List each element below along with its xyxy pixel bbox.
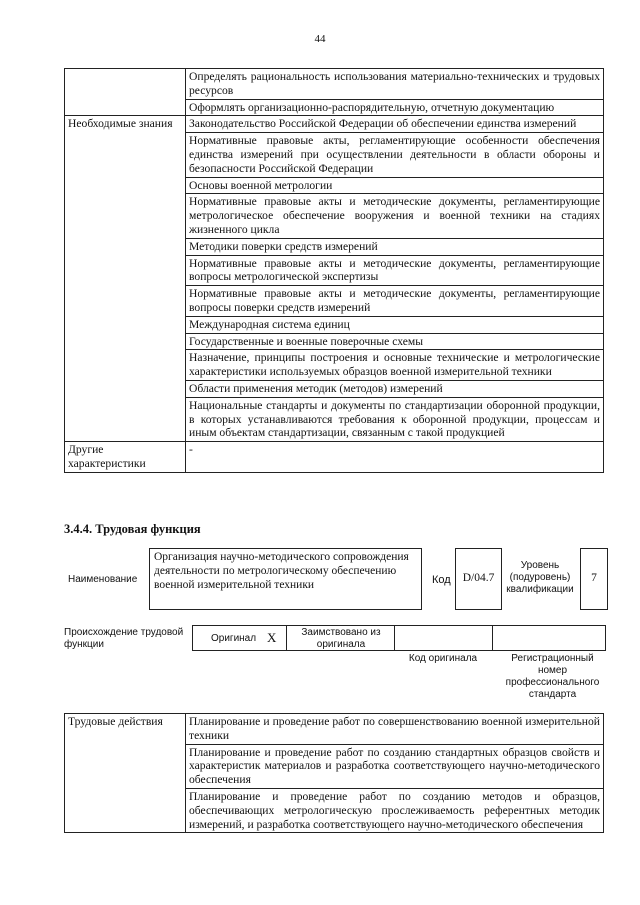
page-number: 44 [314,33,326,45]
table-row [65,116,604,133]
row-label: Трудовые действия [65,714,186,833]
code-label: Код [432,574,451,586]
row-label: Другие характеристики [65,442,186,473]
table-row [65,714,604,745]
function-name: Организация научно-методического сопровождения деятельности по метрологическому обеспечению военной измерительной техники [154,551,409,591]
code-box [455,548,502,610]
section-title: 3.4.4. Трудовая функция [64,522,201,536]
function-name-box [149,548,422,610]
origin-label: Происхождение трудовой функции [64,627,184,650]
original-label: Оригинал [211,633,257,644]
row-item: Государственные и военные поверочные схемы [186,333,604,350]
row-item: Нормативные правовые акты и методические документы, регламентирующие вопросы поверки средств измерений [186,286,604,317]
original-mark: X [267,630,277,645]
row-label: Необходимые знания [65,116,186,442]
row-item: Определять рациональность использования материально-технических и трудовых ресурсов [186,69,604,100]
row-item: Планирование и проведение работ по совершенствованию военной измерительной техники [186,714,604,745]
code-original-label: Код оригинала [408,653,478,664]
row-item: Нормативные правовые акты и методические документы, регламентирующие метрологическое обеспечение вооружения и военной техники на стадиях жизненного цикла [186,194,604,238]
row-item: Планирование и проведение работ по созданию методов и образцов, обеспечивающих метрологическую прослеживаемость референтных методик измерений, и разработка соответствующего научно-методического обеспечения [186,788,604,832]
row-item: Законодательство Российской Федерации об обеспечении единства измерений [186,116,604,133]
origin-box [192,625,606,651]
row-item: - [186,442,604,473]
row-item: Международная система единиц [186,316,604,333]
row-item: Методики поверки средств измерений [186,238,604,255]
row-item: Планирование и проведение работ по созданию стандартных образцов свойств и характеристик материалов и разработка соответствующего научно-методического обеспечения [186,744,604,788]
level-label: Уровень (подуровень) квалификации [506,560,574,595]
table-row [65,69,604,100]
code-value: D/04.7 [462,572,495,584]
row-item: Оформлять организационно-распорядительную, отчетную документацию [186,99,604,116]
competency-table [64,68,604,473]
level-value: 7 [591,572,597,584]
row-item: Нормативные правовые акты, регламентирующие особенности обеспечения единства измерений при осуществлении деятельности в области обороны и безопасности Российской Федерации [186,133,604,177]
name-label: Наименование [68,574,138,585]
row-label [65,69,186,116]
reg-number-label: Регистрационный номер профессионального стандарта [505,653,600,700]
labor-actions-table [64,713,604,833]
table-row [65,442,604,473]
level-box [580,548,608,610]
row-item: Национальные стандарты и документы по стандартизации оборонной продукции, в которых устанавливаются требования к оборонной продукции, процессам и иным объектам стандартизации, связанным с такой продукцией [186,397,604,441]
row-item: Основы военной метрологии [186,177,604,194]
row-item: Нормативные правовые акты и методические документы, регламентирующие вопросы метрологической экспертизы [186,255,604,286]
row-item: Назначение, принципы построения и основные технические и метрологические характеристики используемых образцов военной измерительной техники [186,350,604,381]
borrowed-label: Заимствовано из оригинала [301,627,381,650]
row-item: Области применения методик (методов) измерений [186,380,604,397]
